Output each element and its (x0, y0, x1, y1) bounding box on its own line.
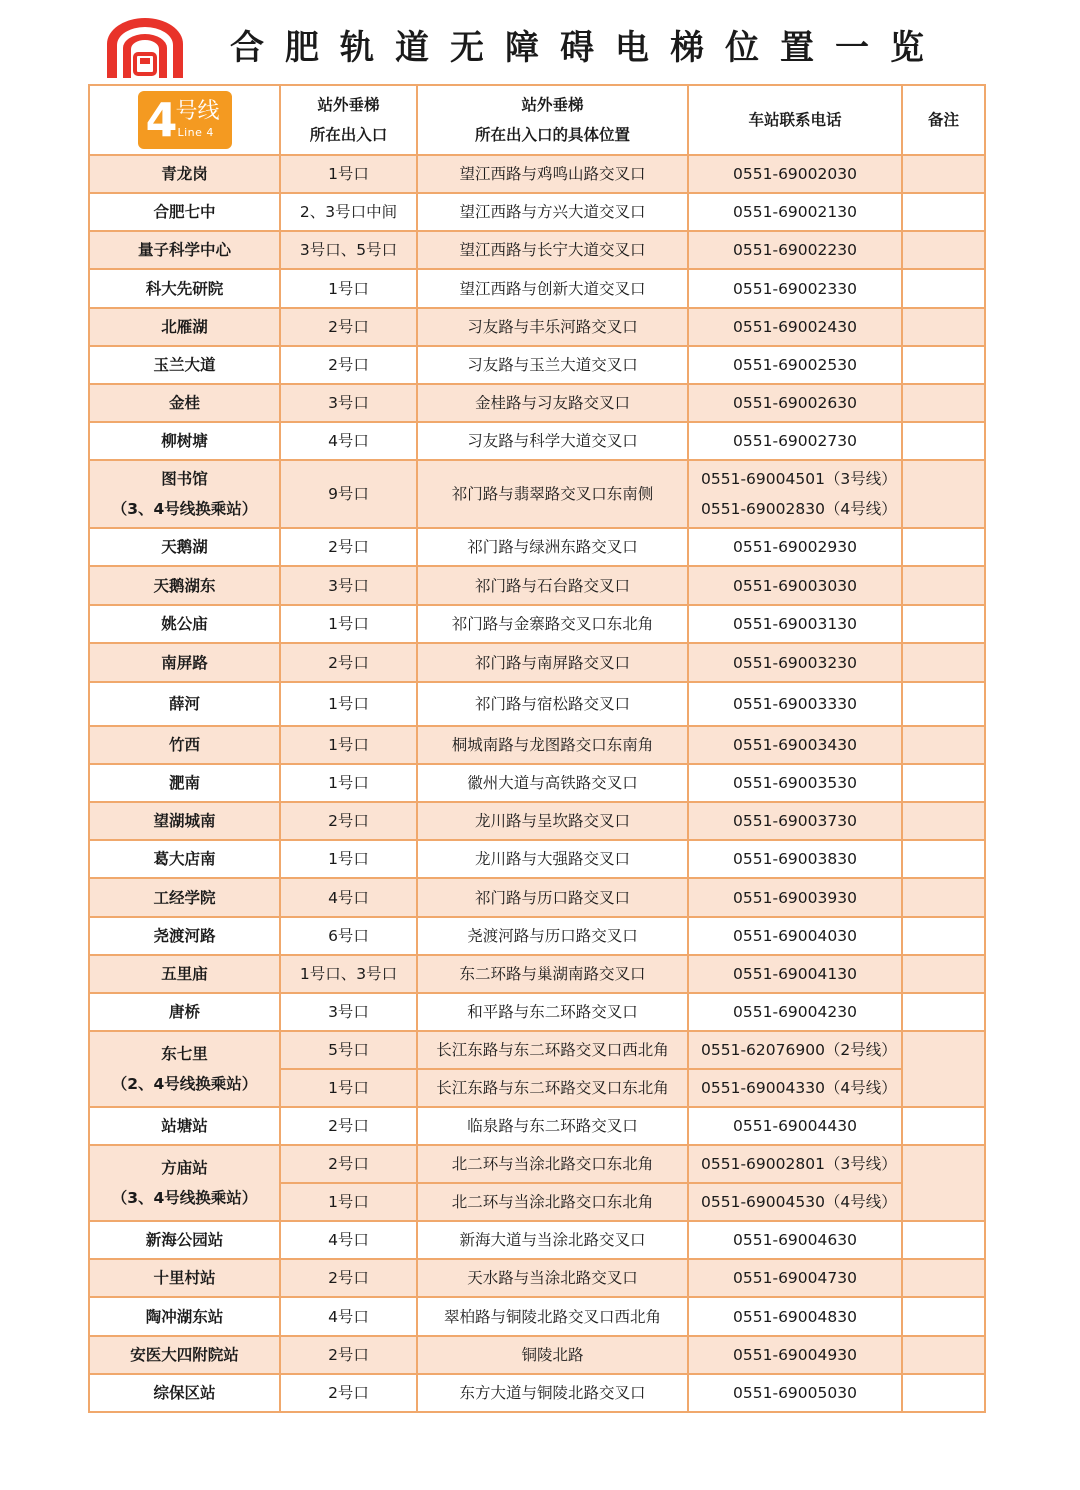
station-name: 科大先研院 (145, 279, 224, 298)
exit-cell: 1号口 (280, 605, 417, 643)
phone-number: 0551-69002530 (733, 356, 857, 374)
location-cell: 天水路与当涂北路交叉口 (417, 1259, 688, 1297)
station-name-cell (89, 1374, 280, 1412)
note-cell (902, 917, 985, 955)
table-row (89, 155, 985, 193)
location-cell: 祁门路与翡翠路交叉口东南侧 (417, 460, 688, 528)
station-name-cell (89, 1221, 280, 1259)
exit-cell: 2、3号口中间 (280, 193, 417, 231)
note-cell (902, 643, 985, 682)
table-row (89, 802, 985, 840)
phone-number: 0551-69004430 (733, 1117, 857, 1135)
table-row (89, 955, 985, 993)
table-row (89, 840, 985, 878)
station-name-cell (89, 726, 280, 764)
phone-cell (688, 643, 902, 682)
station-name: 安医大四附院站 (130, 1346, 239, 1364)
note-cell (902, 346, 985, 384)
exit-cell: 4号口 (280, 1221, 417, 1259)
exit-cell: 1号口 (280, 726, 417, 764)
note-cell (902, 1259, 985, 1297)
exit-cell: 2号口 (280, 1107, 417, 1145)
station-name: 玉兰大道 (153, 356, 216, 374)
note-cell (902, 955, 985, 993)
location-cell: 龙川路与大强路交叉口 (417, 840, 688, 878)
station-name: 天鹅湖东 (153, 576, 216, 595)
station-name-cell (89, 1145, 280, 1221)
station-name-cell (89, 802, 280, 840)
station-name: 十里村站 (153, 1269, 216, 1287)
station-name: 望湖城南 (153, 812, 216, 830)
exit-cell: 3号口 (280, 566, 417, 605)
location-cell: 祁门路与历口路交叉口 (417, 878, 688, 917)
phone-number: 0551-69004030 (733, 927, 857, 945)
note-cell (902, 878, 985, 917)
exit-cell: 1号口 (280, 1183, 417, 1221)
exit-cell: 4号口 (280, 422, 417, 460)
phone-cell (688, 764, 902, 802)
phone-number: 0551-69003130 (733, 615, 857, 633)
location-cell: 北二环与当涂北路交口东北角 (417, 1145, 688, 1183)
location-cell: 金桂路与习友路交叉口 (417, 384, 688, 422)
phone-number: 0551-69003330 (733, 695, 857, 713)
table-row (89, 1336, 985, 1374)
exit-cell: 1号口 (280, 155, 417, 193)
location-cell: 祁门路与石台路交叉口 (417, 566, 688, 605)
phone-cell (688, 308, 902, 346)
table-row (89, 1107, 985, 1145)
phone-cell (688, 1336, 902, 1374)
exit-cell: 2号口 (280, 346, 417, 384)
phone-number: 0551-69003830 (733, 850, 857, 868)
phone-cell (688, 993, 902, 1031)
page-title: 合肥轨道无障碍电梯位置一览 (230, 28, 945, 68)
exit-cell: 3号口 (280, 993, 417, 1031)
phone-number: 0551-69004630 (733, 1231, 857, 1249)
exit-cell: 5号口 (280, 1031, 417, 1069)
station-name: 天鹅湖 (161, 538, 208, 556)
note-cell (902, 155, 985, 193)
phone-number: 0551-69004730 (733, 1269, 857, 1287)
station-name-cell (89, 993, 280, 1031)
phone-number: 0551-69002430 (733, 318, 857, 336)
location-cell: 习友路与科学大道交叉口 (417, 422, 688, 460)
table-row (89, 1374, 985, 1412)
note-cell (902, 1145, 985, 1221)
exit-cell: 2号口 (280, 308, 417, 346)
phone-cell (688, 878, 902, 917)
note-cell (902, 566, 985, 605)
station-name-cell (89, 528, 280, 566)
station-name-cell (89, 643, 280, 682)
phone-number: 0551-69002730 (733, 432, 857, 450)
station-name: 新海公园站 (145, 1231, 224, 1249)
location-cell: 祁门路与南屏路交叉口 (417, 643, 688, 682)
table-row (89, 528, 985, 566)
station-name-cell (89, 422, 280, 460)
exit-cell: 2号口 (280, 643, 417, 682)
table-row (89, 917, 985, 955)
exit-cell: 6号口 (280, 917, 417, 955)
station-name: 工经学院 (153, 888, 216, 907)
phone-number: 0551-69002930 (733, 538, 857, 556)
note-cell (902, 231, 985, 269)
note-cell (902, 1297, 985, 1336)
station-name: 北雁湖 (161, 318, 208, 336)
table-row (89, 1297, 985, 1336)
phone-cell (688, 917, 902, 955)
phone-number: 0551-69003530 (733, 774, 857, 792)
location-cell: 铜陵北路 (417, 1336, 688, 1374)
station-name-cell (89, 460, 280, 528)
table-header-row (89, 85, 985, 155)
station-name-cell (89, 384, 280, 422)
location-cell: 北二环与当涂北路交口东北角 (417, 1183, 688, 1221)
phone-cell (688, 1259, 902, 1297)
table-row (89, 231, 985, 269)
phone-number: 0551-69003430 (733, 736, 857, 754)
table-row (89, 1259, 985, 1297)
note-cell (902, 726, 985, 764)
page-header (0, 0, 1080, 86)
location-cell: 习友路与玉兰大道交叉口 (417, 346, 688, 384)
phone-cell (688, 955, 902, 993)
station-name: 站塘站 (161, 1117, 208, 1135)
station-name-cell (89, 840, 280, 878)
station-name: 图书馆 (161, 470, 208, 488)
station-name: 综保区站 (153, 1384, 216, 1402)
note-cell (902, 605, 985, 643)
table-row (89, 308, 985, 346)
phone-cell: 0551-69004330（4号线） (688, 1069, 902, 1107)
station-name-cell (89, 1031, 280, 1107)
phone-cell (688, 528, 902, 566)
phone-cell (688, 1107, 902, 1145)
note-cell (902, 764, 985, 802)
hefei-metro-logo-icon (104, 18, 186, 78)
location-cell: 桐城南路与龙图路交口东南角 (417, 726, 688, 764)
station-name-cell (89, 308, 280, 346)
location-cell: 长江东路与东二环路交叉口东北角 (417, 1069, 688, 1107)
station-transfer-note: （2、4号线换乘站） (111, 1075, 258, 1093)
location-cell: 东二环路与巢湖南路交叉口 (417, 955, 688, 993)
location-cell: 新海大道与当涂北路交叉口 (417, 1221, 688, 1259)
exit-cell: 1号口 (280, 764, 417, 802)
station-name: 唐桥 (168, 1003, 200, 1021)
table-row (89, 1221, 985, 1259)
note-cell (902, 1374, 985, 1412)
station-name-cell (89, 764, 280, 802)
col-header-phone: 车站联系电话 (688, 85, 902, 155)
phone-cell (688, 605, 902, 643)
station-name-cell (89, 1107, 280, 1145)
note-cell (902, 308, 985, 346)
table-row (89, 346, 985, 384)
note-cell (902, 840, 985, 878)
phone-number: 0551-69003230 (733, 653, 857, 672)
exit-cell: 1号口 (280, 1069, 417, 1107)
exit-cell: 4号口 (280, 1297, 417, 1336)
phone-cell (688, 155, 902, 193)
station-name: 竹西 (168, 736, 200, 754)
station-name-cell (89, 155, 280, 193)
phone-cell (688, 193, 902, 231)
exit-cell: 2号口 (280, 1374, 417, 1412)
station-transfer-note: （3、4号线换乘站） (111, 500, 258, 518)
phone-number: 0551-69003030 (733, 576, 857, 595)
note-cell (902, 1221, 985, 1259)
station-name: 陶冲湖东站 (145, 1307, 224, 1326)
location-cell: 望江西路与创新大道交叉口 (417, 269, 688, 308)
phone-cell (688, 1374, 902, 1412)
phone-number: 0551-69004830 (733, 1307, 857, 1326)
note-cell (902, 384, 985, 422)
phone-cell (688, 726, 902, 764)
col-header-location: 站外垂梯 所在出入口的具体位置 (417, 85, 688, 155)
location-cell: 习友路与丰乐河路交叉口 (417, 308, 688, 346)
location-cell: 翠柏路与铜陵北路交叉口西北角 (417, 1297, 688, 1336)
exit-cell: 1号口 (280, 269, 417, 308)
col-header-exit: 站外垂梯 所在出入口 (280, 85, 417, 155)
phone-cell (688, 1221, 902, 1259)
note-cell (902, 1336, 985, 1374)
table-row (89, 993, 985, 1031)
note-cell (902, 528, 985, 566)
col-header-note: 备注 (902, 85, 985, 155)
station-name-cell (89, 193, 280, 231)
table-row (89, 643, 985, 682)
table-row (89, 878, 985, 917)
exit-cell: 1号口 (280, 682, 417, 726)
phone-cell (688, 682, 902, 726)
station-name-cell (89, 917, 280, 955)
phone-number: 0551-69003930 (733, 888, 857, 907)
phone-number: 0551-69004930 (733, 1346, 857, 1364)
phone-number: 0551-69002130 (733, 203, 857, 221)
phone-cell (688, 422, 902, 460)
note-cell (902, 1031, 985, 1107)
station-name-cell (89, 955, 280, 993)
table-row (89, 269, 985, 308)
phone-cell (688, 231, 902, 269)
phone-cell (688, 840, 902, 878)
station-name: 合肥七中 (153, 203, 216, 221)
note-cell (902, 460, 985, 528)
station-name-cell (89, 566, 280, 605)
phone-cell: 0551-69004530（4号线） (688, 1183, 902, 1221)
station-name-cell (89, 269, 280, 308)
line-sublabel: Line 4 (177, 126, 214, 139)
phone-number: 0551-69004130 (733, 965, 857, 983)
station-name-cell (89, 1297, 280, 1336)
elevator-table (88, 84, 986, 1413)
location-cell: 临泉路与东二环路交叉口 (417, 1107, 688, 1145)
note-cell (902, 993, 985, 1031)
station-name-cell (89, 878, 280, 917)
phone-cell (688, 1297, 902, 1336)
table-row (89, 605, 985, 643)
location-cell: 望江西路与鸡鸣山路交叉口 (417, 155, 688, 193)
phone-cell (688, 384, 902, 422)
phone-number: 0551-69002830（4号线） (701, 500, 897, 518)
exit-cell: 2号口 (280, 1259, 417, 1297)
exit-cell: 3号口 (280, 384, 417, 422)
station-transfer-note: （3、4号线换乘站） (111, 1189, 258, 1207)
station-name: 青龙岗 (161, 165, 208, 183)
phone-number: 0551-69002630 (733, 394, 857, 412)
station-name-cell (89, 346, 280, 384)
table-row (89, 764, 985, 802)
note-cell (902, 1107, 985, 1145)
exit-cell: 2号口 (280, 1145, 417, 1183)
location-cell: 东方大道与铜陵北路交叉口 (417, 1374, 688, 1412)
station-name-cell (89, 1336, 280, 1374)
station-name: 东七里 (161, 1045, 208, 1063)
table-body (89, 155, 985, 1412)
phone-number: 0551-69003730 (733, 812, 857, 830)
table-row (89, 422, 985, 460)
station-name: 尧渡河路 (153, 927, 216, 945)
location-cell: 祁门路与金寨路交叉口东北角 (417, 605, 688, 643)
exit-cell: 2号口 (280, 1336, 417, 1374)
station-name-cell (89, 231, 280, 269)
station-name: 五里庙 (161, 965, 208, 983)
table-row (89, 460, 985, 528)
phone-number: 0551-69002230 (733, 241, 857, 259)
location-cell: 祁门路与宿松路交叉口 (417, 682, 688, 726)
station-name: 金桂 (168, 394, 200, 412)
station-name: 柳树塘 (161, 432, 208, 450)
station-name: 南屏路 (161, 653, 208, 672)
note-cell (902, 269, 985, 308)
phone-number: 0551-69004230 (733, 1003, 857, 1021)
exit-cell: 3号口、5号口 (280, 231, 417, 269)
table-row (89, 1145, 985, 1183)
phone-number: 0551-69002330 (733, 279, 857, 298)
phone-number: 0551-69002030 (733, 165, 857, 183)
table-row (89, 726, 985, 764)
phone-cell (688, 460, 902, 528)
exit-cell: 9号口 (280, 460, 417, 528)
exit-cell: 1号口、3号口 (280, 955, 417, 993)
phone-number: 0551-69004501（3号线） (701, 470, 897, 488)
table-row (89, 193, 985, 231)
note-cell (902, 193, 985, 231)
location-cell: 和平路与东二环路交叉口 (417, 993, 688, 1031)
phone-number: 0551-69005030 (733, 1384, 857, 1402)
station-name: 方庙站 (161, 1159, 208, 1177)
phone-cell (688, 346, 902, 384)
line-label: 号线 (175, 99, 220, 124)
table-row (89, 384, 985, 422)
station-name: 薛河 (168, 695, 200, 713)
exit-cell: 4号口 (280, 878, 417, 917)
station-name: 葛大店南 (153, 850, 216, 868)
location-cell: 龙川路与呈坎路交叉口 (417, 802, 688, 840)
phone-cell (688, 566, 902, 605)
station-name-cell (89, 682, 280, 726)
location-cell: 长江东路与东二环路交叉口西北角 (417, 1031, 688, 1069)
phone-cell: 0551-69002801（3号线） (688, 1145, 902, 1183)
location-cell: 望江西路与长宁大道交叉口 (417, 231, 688, 269)
note-cell (902, 802, 985, 840)
location-cell: 望江西路与方兴大道交叉口 (417, 193, 688, 231)
phone-cell: 0551-62076900（2号线） (688, 1031, 902, 1069)
exit-cell: 2号口 (280, 802, 417, 840)
note-cell (902, 682, 985, 726)
phone-cell (688, 269, 902, 308)
table-row (89, 1031, 985, 1069)
exit-cell: 1号口 (280, 840, 417, 878)
location-cell: 尧渡河路与历口路交叉口 (417, 917, 688, 955)
station-name-cell (89, 1259, 280, 1297)
phone-cell (688, 802, 902, 840)
exit-cell: 2号口 (280, 528, 417, 566)
table-row (89, 682, 985, 726)
line-badge-cell (89, 85, 280, 155)
station-name: 淝南 (168, 774, 200, 792)
table-row (89, 566, 985, 605)
line-4-badge (138, 91, 232, 149)
line-number: 4 (145, 93, 178, 147)
station-name: 量子科学中心 (137, 241, 231, 259)
note-cell (902, 422, 985, 460)
station-name-cell (89, 605, 280, 643)
location-cell: 徽州大道与高铁路交叉口 (417, 764, 688, 802)
location-cell: 祁门路与绿洲东路交叉口 (417, 528, 688, 566)
station-name: 姚公庙 (161, 615, 208, 633)
